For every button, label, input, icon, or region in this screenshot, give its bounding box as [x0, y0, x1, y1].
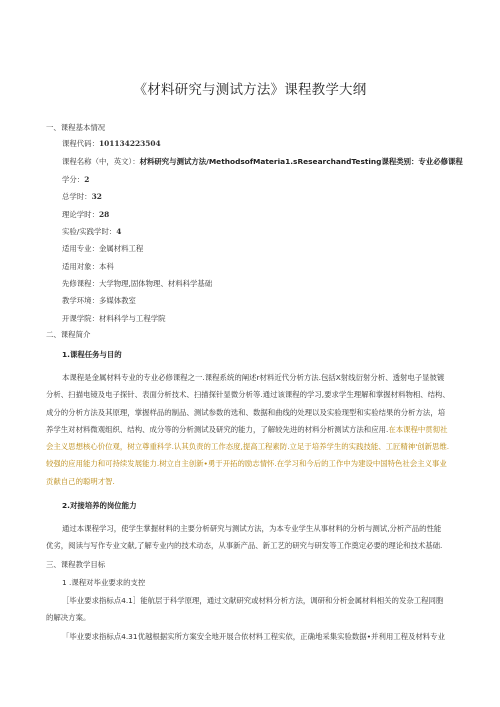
info-label: 总学时： [62, 192, 92, 201]
para-highlight: 在本课程中贯彻社 [388, 424, 448, 434]
info-value: 材料科学与工程学院 [98, 314, 166, 323]
job-ability-paragraph [46, 520, 464, 555]
info-value: 金属材料工程 [98, 244, 144, 253]
info-label: 实验/实践学时： [62, 227, 117, 236]
info-label: 理论学时： [62, 210, 99, 219]
info-value: 101134223504 [98, 139, 161, 148]
info-row-course-name [62, 157, 463, 167]
section3-sub1-heading: 1 .课程对毕业要求的支控 [62, 578, 146, 587]
info-row-total-hours [62, 192, 102, 202]
info-value: 材料研究与测试方法/MethodsofMateria1.sResearchandTesting课程类别：专业必修课程 [139, 157, 463, 166]
para-line: ［毕业要求指标点4.1］能航层于科学原理，通过文献研究或材料分析方法，调研和分析金属材料相关的发杂工程同胞 [62, 596, 444, 605]
info-label: 适用对象： [62, 262, 99, 271]
info-row-major [62, 244, 143, 254]
para-text: 养学生对材料微观组织、结构、成分等的分析测试及研究的能力，了解较先进的材料分析测试方法和应用. [46, 424, 389, 434]
info-value: 大学物理,固体物理、材料科学基础 [98, 279, 213, 288]
info-label: 学分： [62, 175, 85, 184]
info-label: 课程代码： [62, 139, 99, 148]
para-line: 成分的分析方法及其原理，掌握样品的制品、测试参数的选和、数据和曲线的处理以及实验现型和实验结果的分析方法，培 [46, 407, 446, 417]
info-value: 28 [98, 210, 110, 219]
info-value: 本科 [98, 262, 114, 271]
info-row-theory-hours [62, 210, 109, 220]
para-line [46, 421, 464, 438]
requirement-paragraph-2 [46, 628, 464, 645]
section2-sub2-heading: 2.对接培养的岗位能力 [62, 501, 137, 510]
info-label: 适用专业： [62, 244, 99, 253]
section2-heading: 二、课程简介 [46, 330, 91, 339]
requirement-paragraph-1 [46, 592, 464, 627]
info-row-lab-hours [62, 227, 121, 237]
info-row-audience [62, 262, 114, 272]
info-row-course-code [62, 139, 161, 149]
info-row-credits [62, 175, 89, 185]
section3-heading: 三、课程教学目标 [46, 560, 106, 569]
info-row-college [62, 314, 166, 324]
para-line: 优劣，阅读与写作专业文献,了解专业内的技术动态，从事新产品、新工艺的研究与研发等工作奠定必要的理论和技术基础. [46, 541, 443, 551]
para-highlight-line: 贡献自己的聪明才智. [46, 476, 115, 486]
section2-sub1-heading: 1.课程任务与目的 [62, 350, 122, 359]
info-label: 先修课程： [62, 279, 99, 288]
info-value: 多媒体教室 [98, 296, 136, 305]
section1-heading: 一、课程基本情况 [46, 123, 106, 132]
para-line: 的解决方案。 [46, 613, 91, 623]
para-line: 「毕业要求指标点4.31优越根据实所方案安全地开展合依材料工程实依，正确地采集实验数据•并利用工程及材料专业 [62, 632, 445, 641]
para-line: 分析、扫描电镜及电子探针、表面分析技术、扫描探针显微分析等.通过该课程的学习,要求学生理解和掌握材料物相、结构、 [46, 390, 450, 400]
info-row-environment [62, 296, 136, 306]
course-task-paragraph [46, 369, 464, 490]
info-value: 32 [91, 192, 102, 201]
para-highlight-line: 较强的应用能力和可持续发展能力.树立自主创新•勇于开拓的励志情怀.在学习和今后的工作中为建设中国特色社会主义事业 [46, 459, 447, 469]
info-label: 课程名称（中，英文）： [62, 157, 140, 166]
para-highlight-line: 会主义思想核心价位观，树立尊重科学.认其负责的工作态度,提高工程素防.立足于培养学生的实践技能、工匠精神'创新思维. [46, 442, 450, 452]
info-label: 开课学院： [62, 314, 99, 323]
para-line: 通过本课程学习，使学生掌握材料的主要分析研究与测试方法，为本专业学生从事材料的分析与测试,分析产品的性能 [62, 524, 442, 533]
document-title: 《材料研究与测试方法》课程教学大纲 [133, 82, 367, 98]
info-value: 4 [116, 227, 122, 236]
info-label: 教学环境： [62, 296, 99, 305]
info-value: 2 [84, 175, 90, 184]
para-line: 本课程是金属材料专业的专业必修课程之一.课程系统的阐述r材料近代分析方法.包括X射线衍射分析、透射电子显彼镀 [62, 373, 445, 382]
info-row-prerequisites [62, 279, 212, 289]
